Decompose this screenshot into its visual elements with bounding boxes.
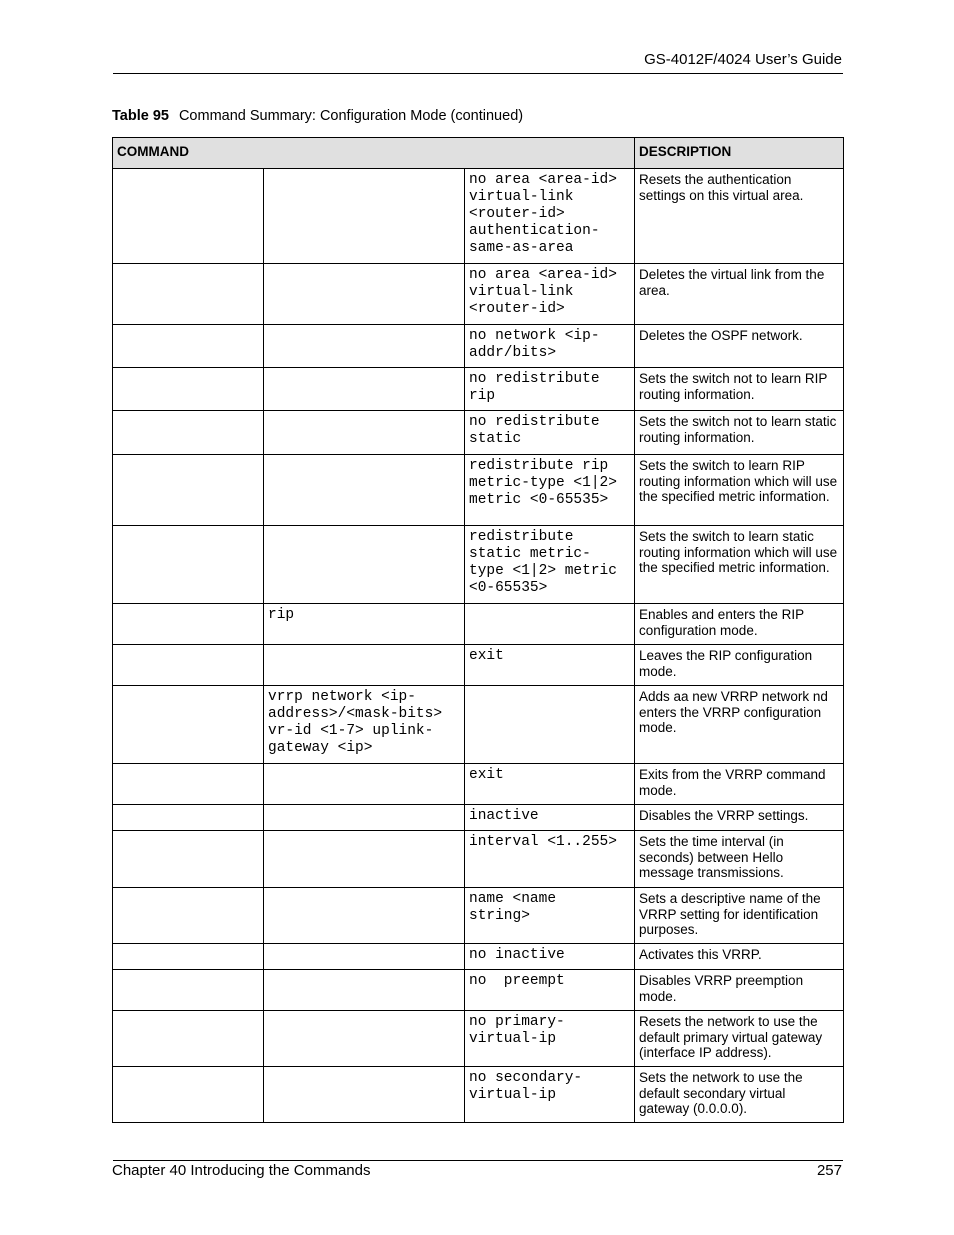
command-level2: vrrp network <ip- address>/<mask-bits> vr-id <1-7> uplink- gateway <ip> — [264, 686, 465, 764]
table-header-row — [113, 138, 844, 169]
command-level1 — [113, 764, 264, 805]
command-level3: no primary- virtual-ip — [465, 1011, 635, 1067]
table-row — [113, 970, 844, 1011]
table-row — [113, 831, 844, 888]
command-level1 — [113, 325, 264, 368]
table-title: Command Summary: Configuration Mode (continued) — [178, 108, 524, 124]
command-level3: interval <1..255> — [465, 831, 635, 888]
command-description: Deletes the OSPF network. — [635, 325, 844, 368]
command-description: Adds aa new VRRP network nd enters the VRRP configuration mode. — [635, 686, 844, 764]
command-level1 — [113, 944, 264, 970]
command-level2 — [264, 169, 465, 264]
command-level3: no inactive — [465, 944, 635, 970]
table-row — [113, 604, 844, 645]
command-level3: redistribute static metric- type <1|2> metric <0-65535> — [465, 526, 635, 604]
table-row — [113, 805, 844, 831]
command-level2 — [264, 645, 465, 686]
command-level1 — [113, 1067, 264, 1123]
command-description: Sets a descriptive name of the VRRP setting for identification purposes. — [635, 888, 844, 944]
header-title: GS-4012F/4024 User’s Guide — [644, 51, 842, 68]
command-description: Enables and enters the RIP configuration mode. — [635, 604, 844, 645]
command-level2 — [264, 264, 465, 325]
command-description: Resets the network to use the default primary virtual gateway (interface IP address). — [635, 1011, 844, 1067]
command-description: Disables VRRP preemption mode. — [635, 970, 844, 1011]
command-description: Sets the network to use the default secondary virtual gateway (0.0.0.0). — [635, 1067, 844, 1123]
table-number: Table 95 — [112, 108, 169, 124]
command-level3: name <name string> — [465, 888, 635, 944]
command-level2 — [264, 970, 465, 1011]
page-number: 257 — [816, 1162, 842, 1179]
command-level1 — [113, 455, 264, 526]
table-row — [113, 526, 844, 604]
column-header-description: DESCRIPTION — [635, 138, 844, 169]
command-level2 — [264, 325, 465, 368]
command-level1 — [113, 805, 264, 831]
command-description: Disables the VRRP settings. — [635, 805, 844, 831]
command-level1 — [113, 264, 264, 325]
command-level1 — [113, 411, 264, 455]
command-level3: no redistribute static — [465, 411, 635, 455]
command-level1 — [113, 686, 264, 764]
command-level2 — [264, 455, 465, 526]
table-row — [113, 944, 844, 970]
command-level3: no area <area-id> virtual-link <router-id> — [465, 264, 635, 325]
command-level1 — [113, 169, 264, 264]
command-level2 — [264, 411, 465, 455]
table-row — [113, 888, 844, 944]
command-level2 — [264, 831, 465, 888]
command-level3: no secondary- virtual-ip — [465, 1067, 635, 1123]
command-table — [112, 137, 844, 1123]
command-description: Sets the switch not to learn static routing information. — [635, 411, 844, 455]
command-level1 — [113, 831, 264, 888]
table-caption — [112, 108, 523, 124]
command-level2 — [264, 526, 465, 604]
command-description: Exits from the VRRP command mode. — [635, 764, 844, 805]
command-level2 — [264, 764, 465, 805]
command-description: Sets the switch not to learn RIP routing information. — [635, 368, 844, 411]
command-description: Sets the switch to learn static routing information which will use the specified metric information. — [635, 526, 844, 604]
command-level3: exit — [465, 764, 635, 805]
command-level2 — [264, 368, 465, 411]
footer-rule — [113, 1160, 843, 1161]
column-header-command: COMMAND — [113, 138, 635, 169]
command-description: Leaves the RIP configuration mode. — [635, 645, 844, 686]
command-level1 — [113, 645, 264, 686]
command-level2 — [264, 944, 465, 970]
command-description: Sets the switch to learn RIP routing information which will use the specified metric information. — [635, 455, 844, 526]
command-description: Sets the time interval (in seconds) between Hello message transmissions. — [635, 831, 844, 888]
command-level1 — [113, 526, 264, 604]
table-row — [113, 455, 844, 526]
command-level3: inactive — [465, 805, 635, 831]
command-level2: rip — [264, 604, 465, 645]
command-level3 — [465, 686, 635, 764]
table-row — [113, 325, 844, 368]
command-level1 — [113, 888, 264, 944]
command-level2 — [264, 1067, 465, 1123]
command-description: Activates this VRRP. — [635, 944, 844, 970]
table-row — [113, 411, 844, 455]
table-row — [113, 1067, 844, 1123]
header-rule — [113, 73, 843, 74]
table-row — [113, 645, 844, 686]
command-level3 — [465, 604, 635, 645]
command-level1 — [113, 1011, 264, 1067]
command-level1 — [113, 604, 264, 645]
command-level3: no preempt — [465, 970, 635, 1011]
command-level3: no network <ip- addr/bits> — [465, 325, 635, 368]
command-level3: no area <area-id> virtual-link <router-id> authentication- same-as-area — [465, 169, 635, 264]
command-level2 — [264, 1011, 465, 1067]
table-row — [113, 169, 844, 264]
table-row — [113, 368, 844, 411]
command-level1 — [113, 368, 264, 411]
command-description: Deletes the virtual link from the area. — [635, 264, 844, 325]
table-row — [113, 764, 844, 805]
command-level1 — [113, 970, 264, 1011]
command-level2 — [264, 888, 465, 944]
table-row — [113, 686, 844, 764]
footer-chapter: Chapter 40 Introducing the Commands — [112, 1162, 371, 1179]
command-description: Resets the authentication settings on this virtual area. — [635, 169, 844, 264]
table-row — [113, 264, 844, 325]
command-level3: no redistribute rip — [465, 368, 635, 411]
command-level2 — [264, 805, 465, 831]
command-level3: redistribute rip metric-type <1|2> metric <0-65535> — [465, 455, 635, 526]
table-row — [113, 1011, 844, 1067]
command-level3: exit — [465, 645, 635, 686]
